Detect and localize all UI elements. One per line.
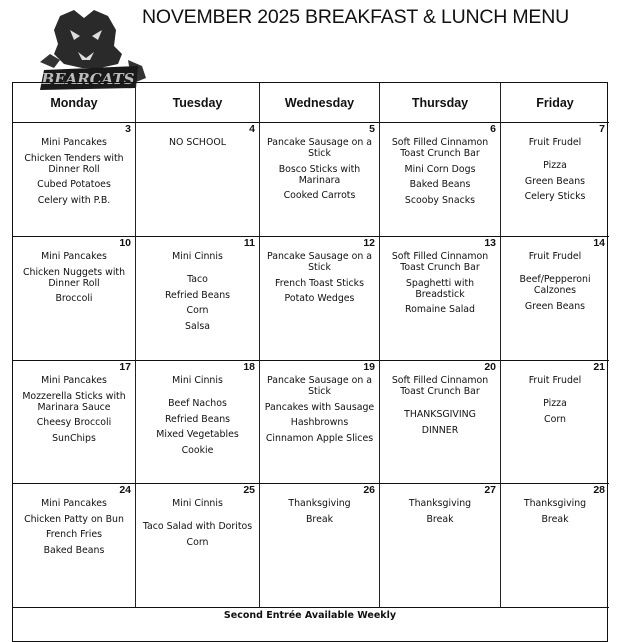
menu-item: Hashbrowns (290, 417, 349, 428)
menu-item: Beef Nachos (168, 398, 227, 409)
menu-item: Taco Salad with Doritos (142, 521, 253, 532)
menu-day-cell (13, 361, 136, 484)
menu-item: Cookie (181, 444, 214, 456)
menu-item: Pizza (543, 160, 567, 171)
day-header-tuesday: Tuesday (136, 83, 260, 123)
date-number: 11 (243, 237, 255, 249)
menu-title: NOVEMBER 2025 BREAKFAST & LUNCH MENU (142, 6, 569, 28)
menu-day-cell (13, 237, 136, 361)
menu-item: Pancakes with Sausage (264, 401, 375, 413)
menu-item: Break (305, 513, 334, 525)
menu-item: Thanksgiving (523, 498, 587, 509)
menu-item: Mixed Vegetables (156, 429, 239, 440)
menu-item: Baked Beans (43, 544, 105, 556)
menu-item: Mini Pancakes (41, 251, 107, 262)
menu-item: Romaine Salad (405, 304, 475, 315)
menu-day-cell (136, 123, 260, 237)
menu-items (503, 498, 607, 529)
day-header-friday: Friday (501, 83, 609, 123)
menu-item: Cooked Carrots (283, 190, 356, 201)
date-number: 19 (363, 361, 375, 373)
menu-item: Green Beans (524, 300, 586, 312)
menu-item: Broccoli (55, 293, 93, 304)
menu-item: Cinnamon Apple Slices (265, 432, 374, 444)
date-number: 25 (243, 484, 255, 496)
menu-items (15, 137, 133, 210)
menu-item: Chicken Patty on Bun (24, 513, 124, 525)
menu-items (15, 375, 133, 448)
menu-item: NO SCHOOL (169, 137, 226, 148)
menu-day-cell (380, 123, 501, 237)
menu-items (15, 498, 133, 560)
menu-item: Thanksgiving (288, 498, 351, 509)
menu-day-cell (13, 123, 136, 237)
menu-item: Soft Filled Cinnamon Toast Crunch Bar (391, 375, 489, 397)
date-number: 24 (119, 484, 131, 496)
menu-items (138, 251, 257, 336)
menu-item: Cheesy Broccoli (36, 417, 112, 428)
menu-day-cell (13, 484, 136, 608)
menu-items (138, 375, 257, 460)
menu-day-cell (380, 361, 501, 484)
menu-day-cell (380, 237, 501, 361)
menu-item: Taco (187, 274, 208, 285)
menu-item: Corn (544, 413, 566, 425)
menu-item: Mozzerella Sticks with Marinara Sauce (22, 390, 126, 413)
menu-item: Mini Pancakes (41, 498, 107, 509)
menu-item: SunChips (52, 432, 96, 444)
menu-day-cell (501, 484, 609, 608)
day-header-wednesday: Wednesday (260, 83, 380, 123)
menu-item: Bosco Sticks with Marinara (278, 163, 361, 186)
menu-item: Celery Sticks (524, 191, 586, 202)
menu-item: DINNER (421, 424, 459, 436)
date-number: 10 (119, 237, 131, 249)
menu-item: Mini Cinnis (172, 251, 223, 262)
menu-items (262, 375, 377, 448)
menu-items (503, 375, 607, 429)
menu-day-cell (501, 123, 609, 237)
menu-item: Fruit Frudel (528, 375, 582, 386)
menu-item: Mini Cinnis (172, 498, 223, 509)
day-header-monday: Monday (13, 83, 136, 123)
menu-items (382, 375, 498, 440)
menu-item: Mini Corn Dogs (404, 163, 476, 175)
date-number: 3 (125, 123, 131, 135)
footer-note: Second Entrée Available Weekly (223, 610, 397, 621)
menu-item: Pancake Sausage on a Stick (266, 137, 373, 159)
svg-text:BEARCATS: BEARCATS (41, 70, 135, 88)
menu-item: Break (426, 513, 454, 525)
menu-items (382, 137, 498, 210)
menu-item: Pancake Sausage on a Stick (266, 375, 373, 397)
menu-day-cell (260, 237, 380, 361)
menu-item: Pizza (543, 398, 567, 409)
day-header-thursday: Thursday (380, 83, 501, 123)
menu-item: Mini Cinnis (172, 375, 223, 386)
menu-item: Pancake Sausage on a Stick (266, 251, 373, 273)
date-number: 6 (490, 123, 496, 135)
menu-item: Soft Filled Cinnamon Toast Crunch Bar (391, 137, 489, 159)
menu-calendar (12, 82, 608, 642)
menu-day-cell (260, 361, 380, 484)
menu-items (382, 251, 498, 320)
menu-item: Salsa (185, 320, 210, 332)
menu-items (15, 251, 133, 309)
date-number: 21 (593, 361, 605, 373)
menu-item: Green Beans (524, 175, 586, 187)
menu-item: Potato Wedges (284, 293, 355, 304)
menu-item: Mini Pancakes (41, 375, 107, 386)
menu-item: Break (541, 513, 569, 525)
menu-day-cell (501, 237, 609, 361)
menu-item: Fruit Frudel (528, 137, 582, 148)
date-number: 17 (119, 361, 131, 373)
date-number: 4 (249, 123, 255, 135)
menu-day-cell (260, 484, 380, 608)
date-number: 27 (484, 484, 496, 496)
menu-item: Beef/Pepperoni Calzones (519, 274, 591, 296)
menu-items (503, 137, 607, 207)
menu-item: Refried Beans (164, 289, 231, 301)
menu-item: Cubed Potatoes (37, 179, 111, 190)
menu-day-cell (260, 123, 380, 237)
menu-item: Chicken Tenders with Dinner Roll (24, 152, 124, 175)
menu-item: Baked Beans (409, 179, 471, 190)
menu-items (382, 498, 498, 529)
menu-items (262, 137, 377, 206)
date-number: 20 (484, 361, 496, 373)
date-number: 28 (593, 484, 605, 496)
menu-day-cell (136, 361, 260, 484)
menu-item: French Fries (46, 529, 102, 540)
menu-day-cell (136, 237, 260, 361)
menu-item: Thanksgiving (408, 498, 472, 509)
menu-day-cell (380, 484, 501, 608)
date-number: 7 (599, 123, 605, 135)
menu-day-cell (136, 484, 260, 608)
menu-items (138, 498, 257, 552)
menu-item: THANKSGIVING (404, 409, 476, 420)
menu-items (138, 137, 257, 153)
menu-day-cell (501, 361, 609, 484)
date-number: 5 (369, 123, 375, 135)
menu-item: Corn (186, 305, 209, 316)
menu-item: Corn (186, 536, 209, 548)
menu-item: French Toast Sticks (275, 277, 364, 289)
menu-item: Celery with P.B. (37, 194, 111, 206)
menu-item: Scooby Snacks (404, 194, 476, 206)
menu-items (262, 498, 377, 529)
menu-item: Refried Beans (164, 413, 231, 425)
date-number: 12 (363, 237, 375, 249)
menu-item: Fruit Frudel (528, 251, 582, 262)
date-number: 18 (243, 361, 255, 373)
menu-item: Mini Pancakes (41, 137, 107, 148)
menu-item: Chicken Nuggets with Dinner Roll (22, 266, 126, 289)
menu-item: Spaghetti with Breadstick (405, 277, 475, 300)
date-number: 14 (593, 237, 605, 249)
menu-items (503, 251, 607, 316)
date-number: 26 (363, 484, 375, 496)
date-number: 13 (484, 237, 496, 249)
menu-items (262, 251, 377, 309)
menu-item: Soft Filled Cinnamon Toast Crunch Bar (391, 251, 489, 273)
